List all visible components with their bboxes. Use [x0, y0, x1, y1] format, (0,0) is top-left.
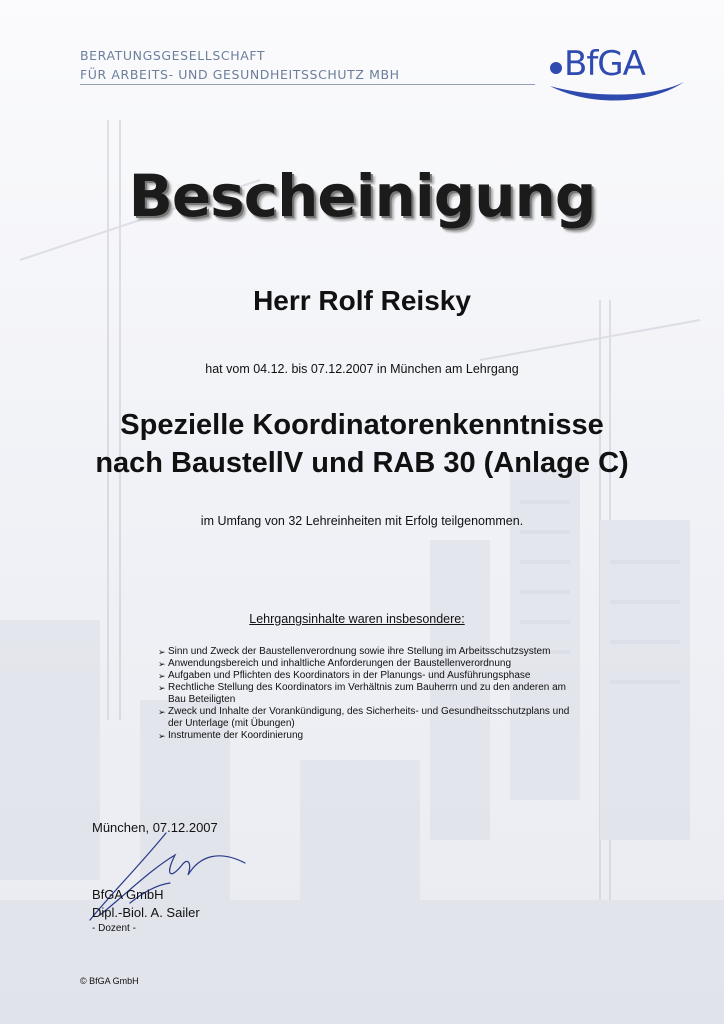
attendance-text: hat vom 04.12. bis 07.12.2007 in München am Lehrgang — [205, 362, 519, 376]
course-title-line-1: Spezielle Koordinatorenkenntnisse — [120, 409, 604, 441]
logo-text: BfGA — [564, 44, 645, 84]
recipient-name: Herr Rolf Reisky — [253, 285, 471, 316]
bfga-logo — [548, 44, 688, 104]
list-item: ➢ Instrumente der Koordinierung — [160, 730, 580, 742]
company-name-line-1: BERATUNGSGESELLSCHAFT — [80, 48, 266, 63]
signer-company: BfGA GmbH — [92, 887, 164, 902]
contents-list — [160, 646, 580, 742]
course-title-line-2: nach BaustellV und RAB 30 (Anlage C) — [95, 447, 629, 479]
signer-role: - Dozent - — [92, 923, 136, 934]
place-and-date: München, 07.12.2007 — [92, 820, 218, 835]
contents-heading: Lehrgangsinhalte waren insbesondere: — [249, 612, 465, 626]
list-item: ➢ Aufgaben und Pflichten des Koordinators in der Planungs- und Ausführungsphase — [160, 670, 580, 682]
scope-text: im Umfang von 32 Lehreinheiten mit Erfolg teilgenommen. — [200, 514, 524, 528]
list-item: ➢ Rechtliche Stellung des Koordinators im Verhältnis zum Bauherrn und zu den anderen am Bau Beteiligten — [160, 682, 580, 706]
list-item: ➢ Sinn und Zweck der Baustellenverordnung sowie ihre Stellung im Arbeitsschutzsystem — [160, 646, 580, 658]
logo-swoosh-icon — [548, 80, 688, 106]
certificate-title: Bescheinigung — [128, 162, 596, 230]
logo-dot-icon — [550, 62, 562, 74]
company-name-header — [80, 48, 540, 85]
copyright-notice: © BfGA GmbH — [80, 976, 139, 986]
signer-name: Dipl.-Biol. A. Sailer — [92, 905, 200, 920]
company-name-line-2: FÜR ARBEITS- UND GESUNDHEITSSCHUTZ MBH — [80, 67, 535, 85]
list-item: ➢ Zweck und Inhalte der Vorankündigung, des Sicherheits- und Gesundheitsschutzplans und der Unterlage (mit Übungen) — [160, 706, 580, 730]
list-item: ➢ Anwendungsbereich und inhaltliche Anforderungen der Baustellenverordnung — [160, 658, 580, 670]
course-title — [0, 406, 724, 482]
